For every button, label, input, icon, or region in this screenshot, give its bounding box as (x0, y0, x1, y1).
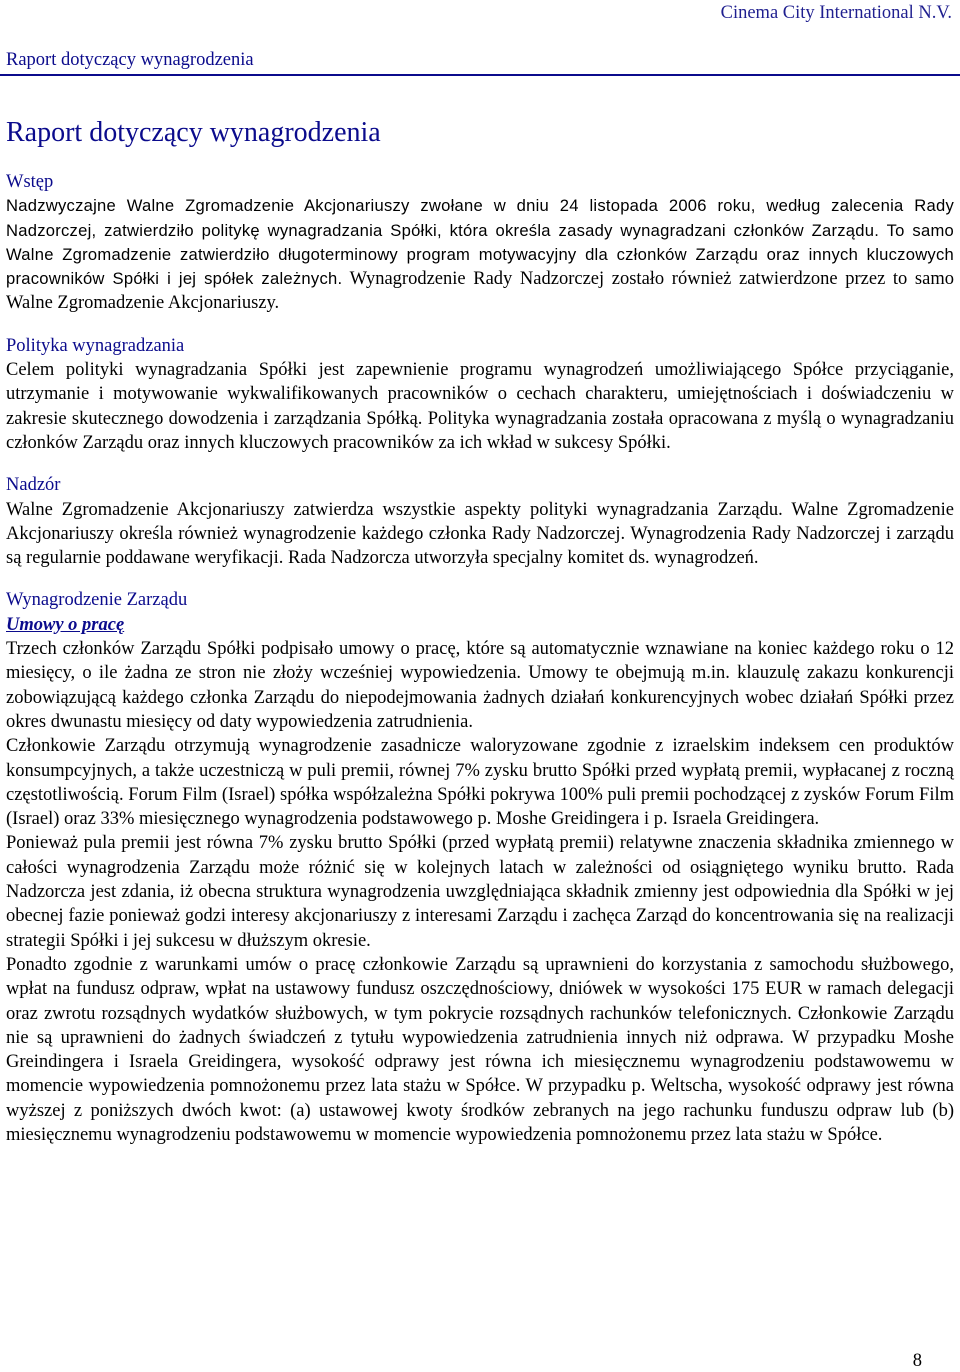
section-heading-wynagrodzenie: Wynagrodzenie Zarządu (6, 590, 188, 611)
document-title: Raport dotyczący wynagrodzenia (6, 117, 381, 148)
page-number: 8 (912, 1351, 922, 1371)
paragraph-polityka: Celem polityki wynagradzania Spółki jest zapewnienie programu wynagrodzeń umożliwiającego Spółce przyciąganie, utrzymanie i motywowanie wykwalifikowanych pracowników o cechach charakteru, umiejętnościach i doświadczeniu w zakresie skutecznego dowodzenia i zarządzania Spółką. Polityka wynagradzania została opracowana z myślą o wynagradzaniu członków Zarządu oraz innych kluczowych pracowników za ich wkład w sukcesy Spółki. (6, 360, 954, 453)
page-header-title: Raport dotyczący wynagrodzenia (6, 50, 254, 70)
section-wstep (6, 170, 954, 316)
paragraph-nadzor: Walne Zgromadzenie Akcjonariuszy zatwierdza wszystkie aspekty polityki wynagradzania Zarządu. Walne Zgromadzenie Akcjonariuszy określa również wynagrodzenie każdego członka Rady Nadzorczej. Wynagrodzenia Rady Nadzorczej i zarządu są regularnie poddawane weryfikacji. Rada Nadzorcza utworzyła specjalny komitet ds. wynagrodzeń. (6, 499, 954, 569)
section-polityka (6, 334, 954, 455)
page-header-company: Cinema City International N.V. (720, 3, 952, 23)
paragraph-wstep-part3: Wynagrodzenie Rady Nadzorczej zostało również zatwierdzone przez to samo Walne Zgromadzenie Akcjonariuszy. (6, 269, 954, 314)
paragraph-wstep-part2: To samo Walne Zgromadzenie zatwierdziło długoterminowy program motywacyjny dla członków Zarządu oraz innych kluczowych pracowników Spółki i jej spółek zależnych. (6, 220, 955, 289)
document-body (6, 110, 954, 1147)
section-wynagrodzenie (6, 588, 954, 1147)
paragraph-umowy-2: Członkowie Zarządu otrzymują wynagrodzenie zasadnicze waloryzowane zgodnie z izraelskim indeksem cen produktów konsumpcyjnych, a także uczestniczą w puli premii, równej 7% zysku brutto Spółki przed wypłatą premii, wypłacanej z roczną częstotliwością. Forum Film (Israel) spółka współzależna Spółki pokrywa 100% puli premii pochodzącej z zysków Forum Film (Israel) oraz 33% miesięcznego wynagrodzenia podstawowego p. Moshe Greidingera i p. Israela Greidingera. (6, 736, 954, 830)
section-heading-nadzor: Nadzór (6, 475, 61, 496)
section-nadzor (6, 473, 954, 570)
paragraph-wstep-part1: Nadzwyczajne Walne Zgromadzenie Akcjonariuszy zwołane w dniu 24 listopada 2006 roku, według zalecenia Rady Nadzorczej, zatwierdziło politykę wynagradzania Spółki, która określa zasady wynagradzani członków Zarządu. (6, 196, 954, 240)
header-rule (0, 74, 960, 76)
paragraph-umowy-1: Trzech członków Zarządu Spółki podpisało umowy o pracę, które są automatycznie wznawiane na koniec każdego roku o 12 miesięcy, o ile żadna ze stron nie złoży wcześniej wypowiedzenia. Umowy te obejmują m.in. klauzulę zakazu konkurencji zobowiązującą każdego członka Zarządu do niepodejmowania żadnych działań konkurencyjnych wobec działań Spółki przez okres dwunastu miesięcy od daty wypowiedzenia zatrudnienia. (6, 639, 954, 732)
subheading-umowy: Umowy o pracę (6, 614, 125, 635)
paragraph-umowy-4: Ponadto zgodnie z warunkami umów o pracę członkowie Zarządu są uprawnieni do korzystania z samochodu służbowego, wpłat na fundusz odpraw, wpłat na ustawowy fundusz oszczędnościowy, dniówek w wysokości 175 EUR w ramach delegacji oraz zwrotu rozsądnych wydatków służbowych, w tym pokrycie rozsądnych rachunków telefonicznych. Członkowie Zarządu nie są uprawnieni do żadnych świadczeń z tytułu wypowiedzenia zatrudnienia innych niż odprawa. W przypadku Moshe Greindingera i Israela Greidingera, wysokość odprawy jest równa ich miesięcznemu wynagrodzeniu podstawowemu w momencie wypowiedzenia pomnożonemu przez lata stażu w Spółce. W przypadku p. Weltscha, wysokość odprawy jest równa wyższej z poniższych dwóch kwot: (a) ustawowej kwoty środków zebranych na jego rachunku funduszu odpraw lub (b) miesięcznemu wynagrodzeniu podstawowemu w momencie wypowiedzenia pomnożonemu przez lata stażu w Spółce. (6, 954, 954, 1145)
section-heading-wstep: Wstęp (6, 172, 54, 192)
paragraph-wstep (6, 194, 954, 315)
paragraph-umowy-3: Ponieważ pula premii jest równa 7% zysku brutto Spółki (przed wypłatą premii) relatywne znaczenia składnika zmiennego w całości wynagrodzenia Zarządu może różnić się w kolejnych latach w zależności od osiągniętego wyniku brutto. Rada Nadzorcza jest zdania, iż obecna struktura wynagrodzenia uwzględniająca składnik zmienny jest odpowiednia dla Spółki w jej obecnej fazie ponieważ godzi interesy akcjonariuszy z interesami Zarządu i zachęca Zarząd do koncentrowania się na realizacji strategii Spółki i jej sukcesu w dłuższym okresie. (6, 833, 954, 951)
section-heading-polityka: Polityka wynagradzania (6, 335, 185, 356)
